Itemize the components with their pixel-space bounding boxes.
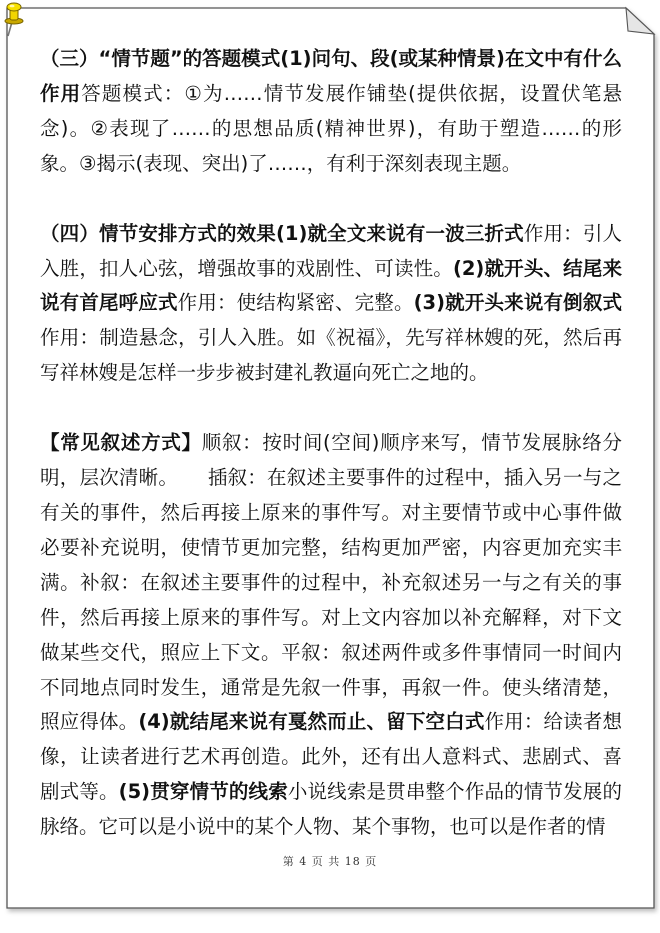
text-body — [40, 42, 622, 845]
page-number-footer: 第 4 页 共 18 页 — [282, 855, 378, 868]
bold-heading-run: （三）“情节题”的答题模式(1)问句、段(或某种情景)在文中有什么作用 — [40, 47, 622, 105]
bold-heading-run: (2)就开头、结尾来说有首尾呼应式 — [40, 256, 622, 315]
folded-corner — [626, 8, 654, 34]
bold-heading-run: 【常见叙述方式】 — [40, 431, 202, 455]
text-run: 作用：制造悬念，引人入胜。如《祝福》，先写祥林嫂的死，然后再写祥林嫂是怎样一步步被封建礼教逼向死亡之地的。 — [40, 326, 622, 385]
paragraph-3 — [40, 426, 622, 845]
text-run: 作用：使结构紧密、完整。 — [177, 291, 414, 315]
paragraph-1 — [40, 42, 622, 182]
bold-heading-run: (5)贯穿情节的线索 — [118, 780, 288, 804]
paragraph-2 — [40, 217, 622, 392]
text-run: 顺叙：按时间(空间)顺序来写，情节发展脉络分明，层次清晰。 插叙：在叙述主要事件的过程中，插入另一与之有关的事件，然后再接上原来的事件写。对主要情节或中心事件做必要补充说明，使情节更加完整，结构更加严密，内容更加充实丰满。补叙：在叙述主要事件的过程中，补充叙述另一与之有关的事件，然后再接上原来的事件写。对上文内容加以补充解释，对下文做某些交代，照应上下文。平叙：叙述两件或多件事情同一时间内不同地点同时发生，通常是先叙一件事，再叙一件。使头绪清楚，照应得体。 — [40, 431, 622, 734]
text-run: 答题模式：①为……情节发展作铺垫(提供依据，设置伏笔悬念)。②表现了……的思想品质(精神世界)，有助于塑造……的形象。③揭示(表现、突出)了……，有利于深刻表现主题。 — [40, 81, 622, 175]
pushpin-icon — [2, 0, 26, 38]
text-run: 作用：引人入胜，扣人心弦，增强故事的戏剧性、可读性。 — [40, 221, 622, 280]
bold-heading-run: (3)就开头来说有倒叙式 — [413, 291, 622, 315]
text-run: 小说线索是贯串整个作品的情节发展的脉络。它可以是小说中的某个人物、某个事物，也可以是作者的情 — [40, 780, 622, 839]
text-run: 作用：给读者想像，让读者进行艺术再创造。此外，还有出人意料式、悲剧式、喜剧式等。 — [40, 710, 622, 804]
bold-heading-run: （四）情节安排方式的效果(1)就全文来说有一波三折式 — [40, 221, 524, 245]
bold-heading-run: (4)就结尾来说有戛然而止、留下空白式 — [138, 710, 485, 734]
